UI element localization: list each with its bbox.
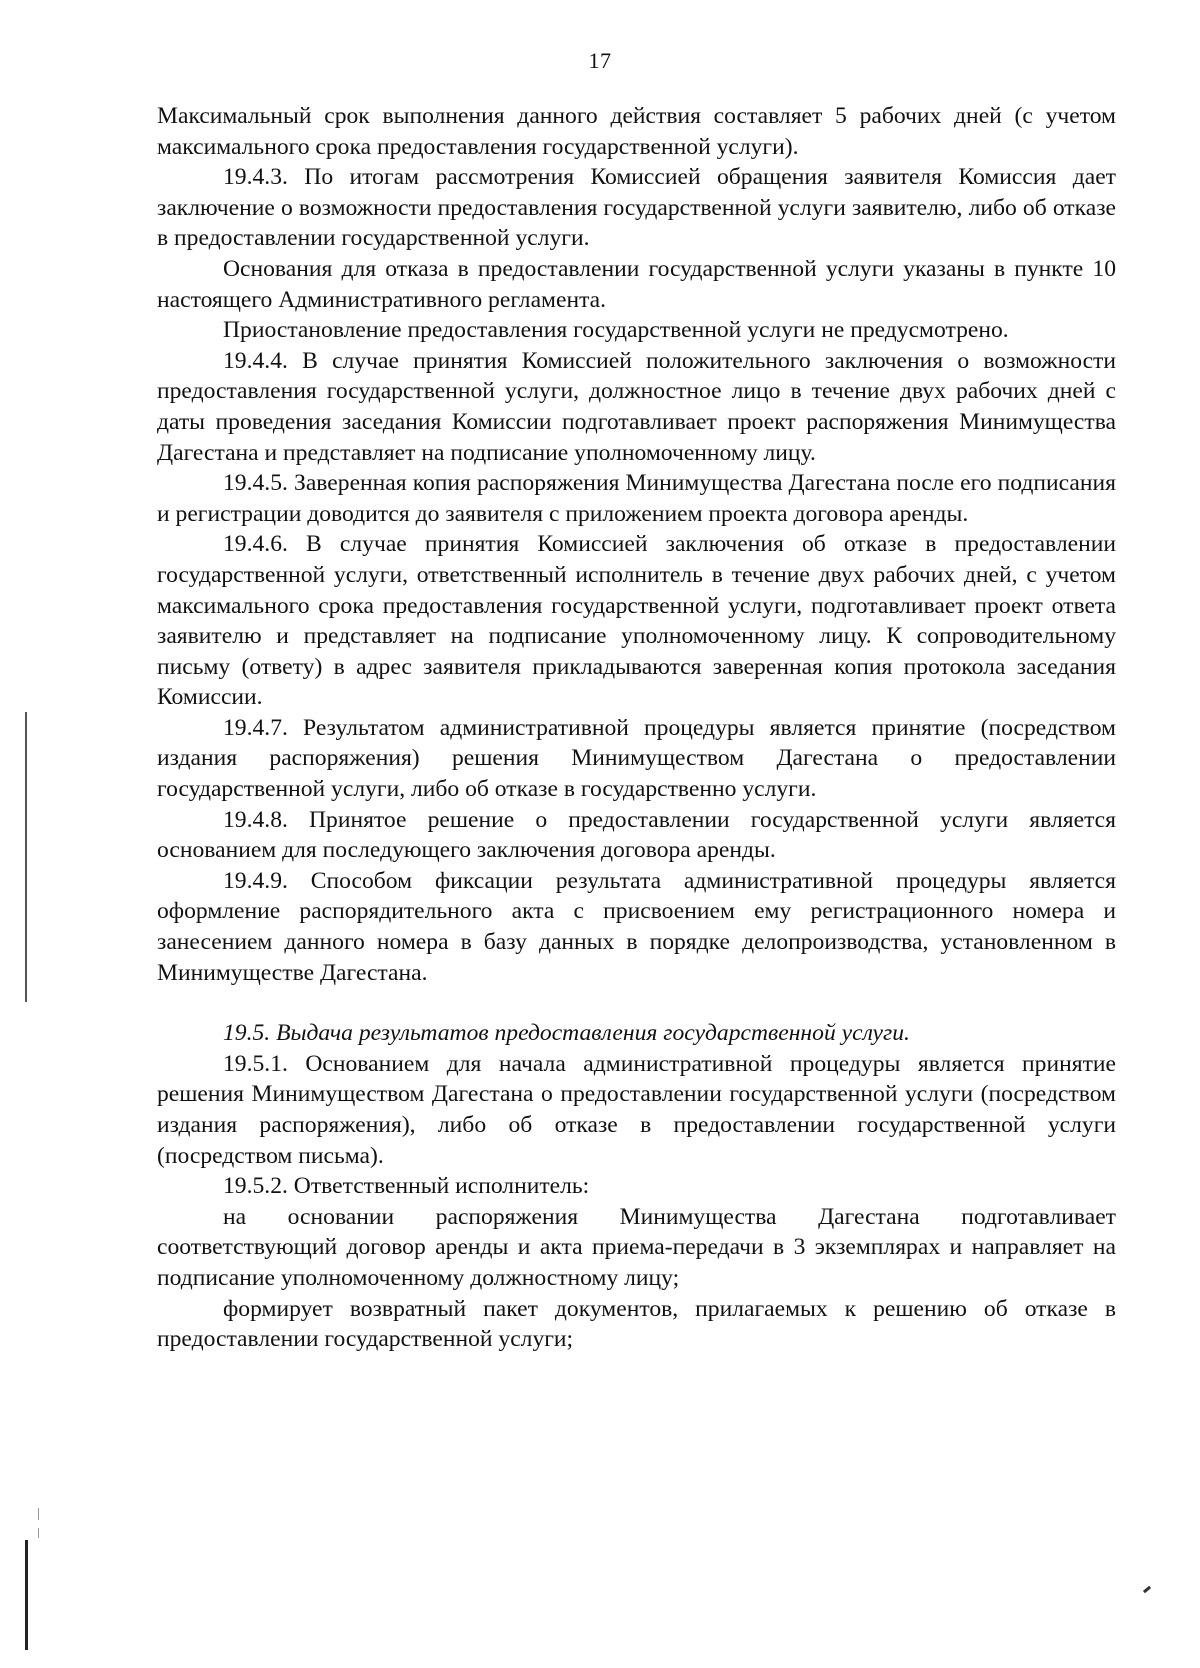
- paragraph-return-package: формирует возвратный пакет документов, прилагаемых к решению об отказе в предоставлении государственной услуги;: [157, 1295, 1116, 1353]
- paragraph-suspension: Приостановление предоставления государственной услуги не предусмотрено.: [223, 317, 1009, 344]
- scan-margin-tick: [38, 1508, 39, 1520]
- paragraph-19-4-8: 19.4.8. Принятое решение о предоставлении государственной услуги является основанием для последующего заключения договора аренды.: [157, 806, 1116, 864]
- paragraph-19-4-7: 19.4.7. Результатом административной процедуры является принятие (посредством издания распоряжения) решения Минимуществом Дагестана о предоставлении государственной услуги, либо об отказе в государственно услуги.: [157, 714, 1116, 803]
- paragraph-19-4-9: 19.4.9. Способом фиксации результата административной процедуры является оформление распорядительного акта с присвоением ему регистрационного номера и занесением данного номера в базу данных в порядке делопроизводства, установленном в Минимуществе Дагестана.: [157, 867, 1116, 986]
- section-heading-19-5: 19.5. Выдача результатов предоставления государственной услуги.: [223, 1020, 910, 1047]
- paragraph-refusal-grounds: Основания для отказа в предоставлении государственной услуги указаны в пункте 10 настоящего Административного регламента.: [157, 255, 1116, 313]
- paragraph-19-4-4: 19.4.4. В случае принятия Комиссией положительного заключения о возможности предоставления государственной услуги, должностное лицо в течение двух рабочих дней с даты проведения заседания Комиссии подготавливает проект распоряжения Минимущества Дагестана и представляет на подписание уполномоченному лицу.: [157, 347, 1116, 466]
- paragraph-prepare-contract: на основании распоряжения Минимущества Дагестана подготавливает соответствующий договор аренды и акта приема-передачи в 3 экземплярах и направляет на подписание уполномоченному должностному лицу;: [157, 1203, 1116, 1291]
- paragraph-19-4-3: 19.4.3. По итогам рассмотрения Комиссией обращения заявителя Комиссия дает заключение о возможности предоставления государственной услуги заявителю, либо об отказе в предоставлении государственной услуги.: [157, 164, 1116, 252]
- scan-mark: [1143, 1586, 1151, 1593]
- page-number: 17: [588, 48, 612, 73]
- scan-margin-line-bottom: [25, 1540, 28, 1650]
- paragraph-19-5-2: 19.5.2. Ответственный исполнитель:: [223, 1173, 590, 1200]
- paragraph-19-4-5: 19.4.5. Заверенная копия распоряжения Минимущества Дагестана после его подписания и регистрации доводится до заявителя с приложением проекта договора аренды.: [157, 470, 1116, 527]
- scan-margin-line: [25, 712, 27, 1002]
- paragraph-19-4-6: 19.4.6. В случае принятия Комиссией заключения об отказе в предоставлении государственной услуги, ответственный исполнитель в течение двух рабочих дней, с учетом максимального срока предоставления государственной услуги, подготавливает проект ответа заявителю и представляет на подписание уполномоченному лицу. К сопроводительному письму (ответу) в адрес заявителя прикладываются заверенная копия протокола заседания Комиссии.: [157, 531, 1116, 711]
- scan-margin-tick: [38, 1528, 39, 1538]
- document-body: [157, 101, 1116, 1355]
- paragraph-19-5-1: 19.5.1. Основанием для начала административной процедуры является принятие решения Минимуществом Дагестана о предоставлении государственной услуги (посредством издания распоряжения), либо об отказе в предоставлении государственной услуги (посредством письма).: [157, 1050, 1116, 1169]
- paragraph-max-term: Максимальный срок выполнения данного действия составляет 5 рабочих дней (с учетом максимального срока предоставления государственной услуги).: [157, 103, 1116, 160]
